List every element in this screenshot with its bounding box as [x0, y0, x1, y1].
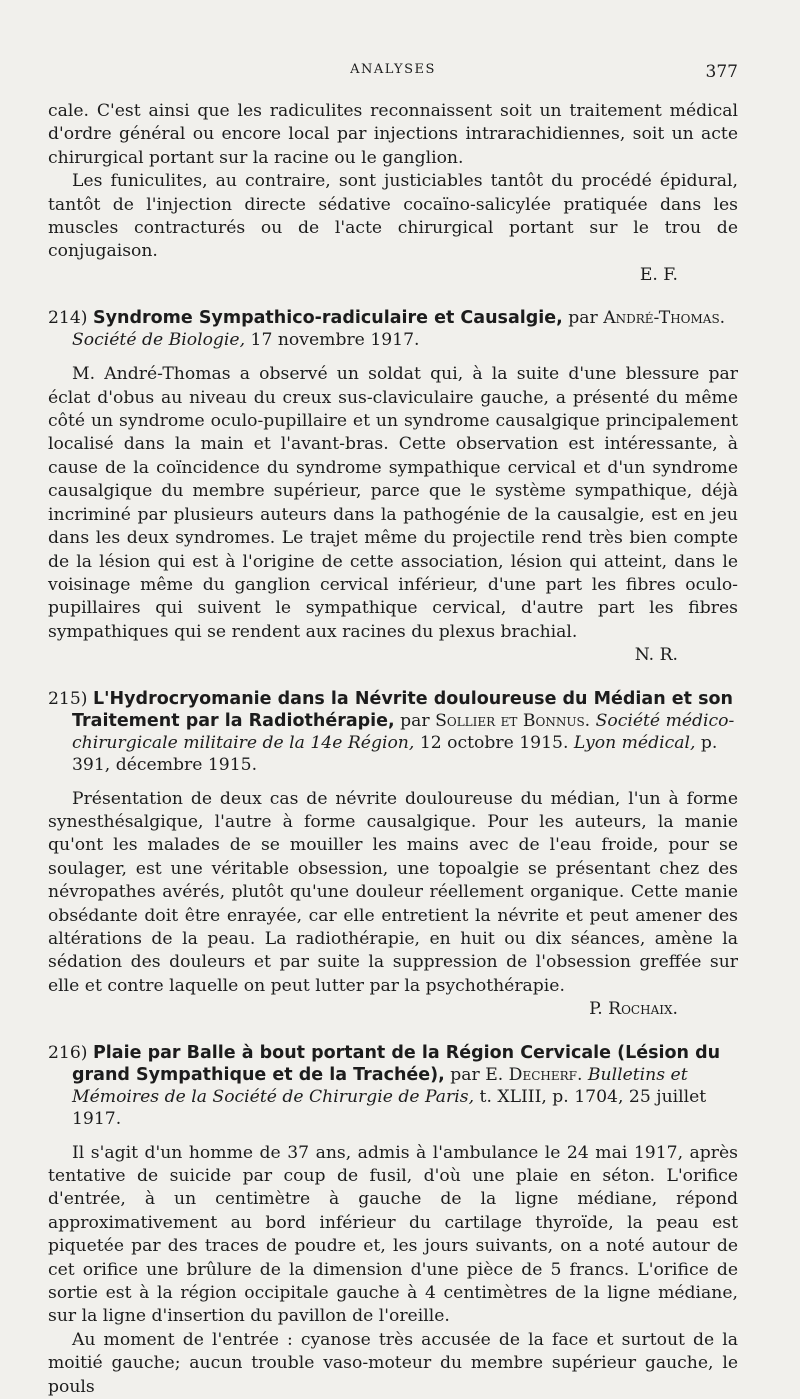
entry-heading: [48, 1042, 738, 1130]
entry-body: Présentation de deux cas de névrite douloureuse du médian, l'un à forme synesthésalgique, l'autre à forme causalgique. Pour les auteurs, la manie qu'ont les malades de se mouiller les mains avec de l'eau froide, pour se soulager, est une véritable obsession, une topoalgie se présentant chez des névropathes avérés, plutôt qu'une douleur réellement organique. Cette manie obsédante doit être enrayée, car elle entretient la névrite et peut amener des altérations de la peau. La radiothérapie, en huit ou dix séances, amène la sédation des douleurs et par suite la suppression de l'obsession greffée sur elle et contre laquelle on peut lutter par la psychothérapie.: [48, 788, 738, 996]
running-title: ANALYSES: [350, 62, 436, 77]
entry-journal-2: Lyon médical,: [573, 732, 696, 753]
by-word: par: [450, 1064, 480, 1085]
paragraph: cale. C'est ainsi que les radiculites reconnaissent soit un traitement médical d'ordre général ou encore local par injections intrarachidiennes, soit un acte chirurgical portant sur la racine ou le ganglion.: [48, 101, 738, 168]
entry-body: M. André-Thomas a observé un soldat qui, à la suite d'une blessure par éclat d'obus au niveau du creux sus-claviculaire gauche, a présenté du même côté un syndrome oculo-pupillaire et un syndrome causalgique principalement localisé dans la main et l'avant-bras. Cette observation est intéressante, à cause de la coïncidence du syndrome sympathique cervical et d'un syndrome causalgique du membre supérieur, parce que le système sympathique, déjà incriminé par plusieurs auteurs dans la pathogénie de la causalgie, est en jeu dans les deux syndromes. Le trajet même du projectile rend très bien compte de la lésion qui est à l'origine de cette association, lésion qui atteint, dans le voisinage même du ganglion cervical inférieur, d'une part les fibres oculo-pupillaires qui suivent le sympathique cervical, d'autre part les fibres sympathiques qui se rendent aux racines du plexus brachial.: [48, 364, 738, 642]
entry-extra: p. 391, décembre 1915.: [72, 732, 718, 775]
signature: E. F.: [639, 264, 678, 285]
entry-journal: Société de Biologie,: [72, 330, 246, 351]
entry-body: Il s'agit d'un homme de 37 ans, admis à l'ambulance le 24 mai 1917, après tentative de suicide par coup de fusil, d'où une plaie en séton. L'orifice d'entrée, à un centimètre à gauche de la ligne médiane, répond approximativement au bord inférieur du cartilage thyroïde, la peau est piquetée par des traces de poudre et, les jours suivants, on a noté autour de cet orifice une brûlure de la dimension d'une pièce de 5 francs. L'orifice de sortie est à la région occipitale gauche à 4 centimètres de la ligne médiane, sur la ligne d'insertion du pavillon de l'oreille.: [48, 1142, 738, 1327]
page-number: 377: [705, 62, 738, 82]
entry-title: Plaie par Balle à bout portant de la Région Cervicale (Lésion du grand Sympathique et de la Trachée),: [72, 1042, 721, 1085]
entry-body-continued: Au moment de l'entrée : cyanose très accusée de la face et surtout de la moitié gauche; aucun trouble vaso-moteur du membre supérieur gauche, le pouls: [48, 1329, 738, 1397]
entry-authors: Sollier et Bonnus.: [435, 710, 591, 731]
abstract-entry-215: [48, 688, 738, 1022]
running-head: [48, 62, 738, 84]
by-word: par: [400, 710, 430, 731]
by-word: par: [568, 308, 598, 329]
entry-authors: E. Decherf.: [485, 1064, 583, 1085]
entry-date: t. XLIII, p. 1704, 25 juillet 1917.: [72, 1086, 707, 1129]
abstract-entry-214: [48, 307, 738, 667]
entry-title: L'Hydrocryomanie dans la Névrite douloureuse du Médian et son Traitement par la Radiothérapie,: [72, 688, 733, 731]
reviewer: [48, 998, 738, 1021]
entry-date: 17 novembre 1917.: [250, 330, 420, 351]
entry-journal: Bulletins et Mémoires de la Société de Chirurgie de Paris,: [72, 1064, 688, 1107]
entry-number: 216): [48, 1042, 88, 1063]
reviewer: N. R.: [634, 645, 678, 666]
entry-journal: Société médico-chirurgicale militaire de la 14e Région,: [72, 710, 735, 753]
reviewer-name: P. Rochaix.: [589, 999, 678, 1020]
article-body: [48, 100, 738, 1399]
entry-title: Syndrome Sympathico-radiculaire et Causalgie,: [92, 308, 563, 329]
entry-heading: [48, 688, 738, 776]
entry-authors: André-Thomas.: [603, 308, 726, 329]
entry-heading: [48, 307, 738, 351]
entry-number: 214): [48, 308, 88, 329]
paragraph: Les funiculites, au contraire, sont justiciables tantôt du procédé épidural, tantôt de l'injection directe sédative cocaïno-salicylée pratiquée dans les muscles contracturés ou de l'acte chirurgical portant sur le trou de conjugaison.: [48, 171, 738, 262]
entry-number: 215): [48, 688, 88, 709]
abstract-entry-216: [48, 1042, 738, 1399]
entry-date: 12 octobre 1915.: [419, 732, 569, 753]
